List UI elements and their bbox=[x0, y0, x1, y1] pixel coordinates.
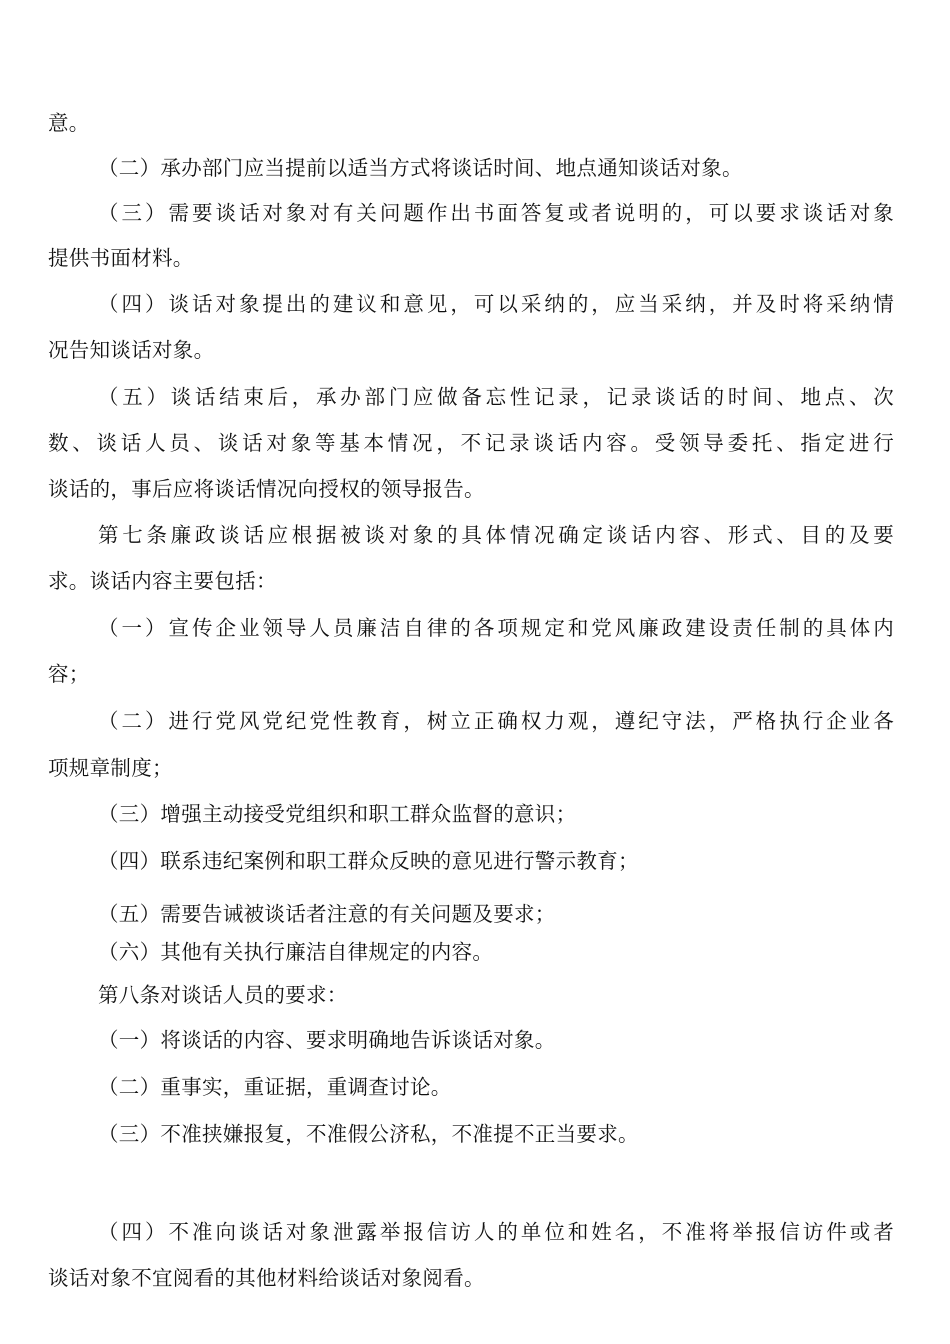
text-line: （一）将谈话的内容、要求明确地告诉谈话对象。 bbox=[98, 1028, 556, 1052]
text-line: 数、谈话人员、谈话对象等基本情况，不记录谈话内容。受领导委托、指定进行 bbox=[48, 431, 894, 455]
text-line: 提供书面材料。 bbox=[48, 246, 194, 270]
text-line: （二）进行党风党纪党性教育，树立正确权力观，遵纪守法，严格执行企业各 bbox=[98, 709, 894, 733]
text-line: （四）联系违纪案例和职工群众反映的意见进行警示教育； bbox=[98, 849, 639, 873]
text-line: 项规章制度； bbox=[48, 756, 173, 780]
text-line: （三）需要谈话对象对有关问题作出书面答复或者说明的，可以要求谈话对象 bbox=[98, 201, 894, 225]
text-line: 谈话对象不宜阅看的其他材料给谈话对象阅看。 bbox=[48, 1266, 485, 1290]
text-line: （四）不准向谈话对象泄露举报信访人的单位和姓名，不准将举报信访件或者 bbox=[98, 1220, 894, 1244]
text-line: （五）需要告诫被谈话者注意的有关问题及要求； bbox=[98, 902, 556, 926]
text-line: 求。谈话内容主要包括： bbox=[48, 569, 277, 593]
text-line: （四）谈话对象提出的建议和意见，可以采纳的，应当采纳，并及时将采纳情 bbox=[98, 292, 894, 316]
text-line: （二）重事实，重证据，重调查讨论。 bbox=[98, 1075, 452, 1099]
text-line: 第七条廉政谈话应根据被谈对象的具体情况确定谈话内容、形式、目的及要 bbox=[98, 523, 894, 547]
text-line: 意。 bbox=[48, 111, 90, 135]
text-line: 况告知谈话对象。 bbox=[48, 338, 215, 362]
text-line: 容； bbox=[48, 662, 90, 686]
text-line: 第八条对谈话人员的要求： bbox=[98, 983, 348, 1007]
text-line: （三）增强主动接受党组织和职工群众监督的意识； bbox=[98, 802, 577, 826]
text-line: （五）谈话结束后，承办部门应做备忘性记录，记录谈话的时间、地点、次 bbox=[98, 385, 894, 409]
text-line: （二）承办部门应当提前以适当方式将谈话时间、地点通知谈话对象。 bbox=[98, 156, 743, 180]
text-line: （六）其他有关执行廉洁自律规定的内容。 bbox=[98, 940, 494, 964]
text-line: （一）宣传企业领导人员廉洁自律的各项规定和党风廉政建设责任制的具体内 bbox=[98, 616, 894, 640]
text-line: 谈话的，事后应将谈话情况向授权的领导报告。 bbox=[48, 477, 485, 501]
text-line: （三）不准挟嫌报复，不准假公济私，不准提不正当要求。 bbox=[98, 1122, 639, 1146]
